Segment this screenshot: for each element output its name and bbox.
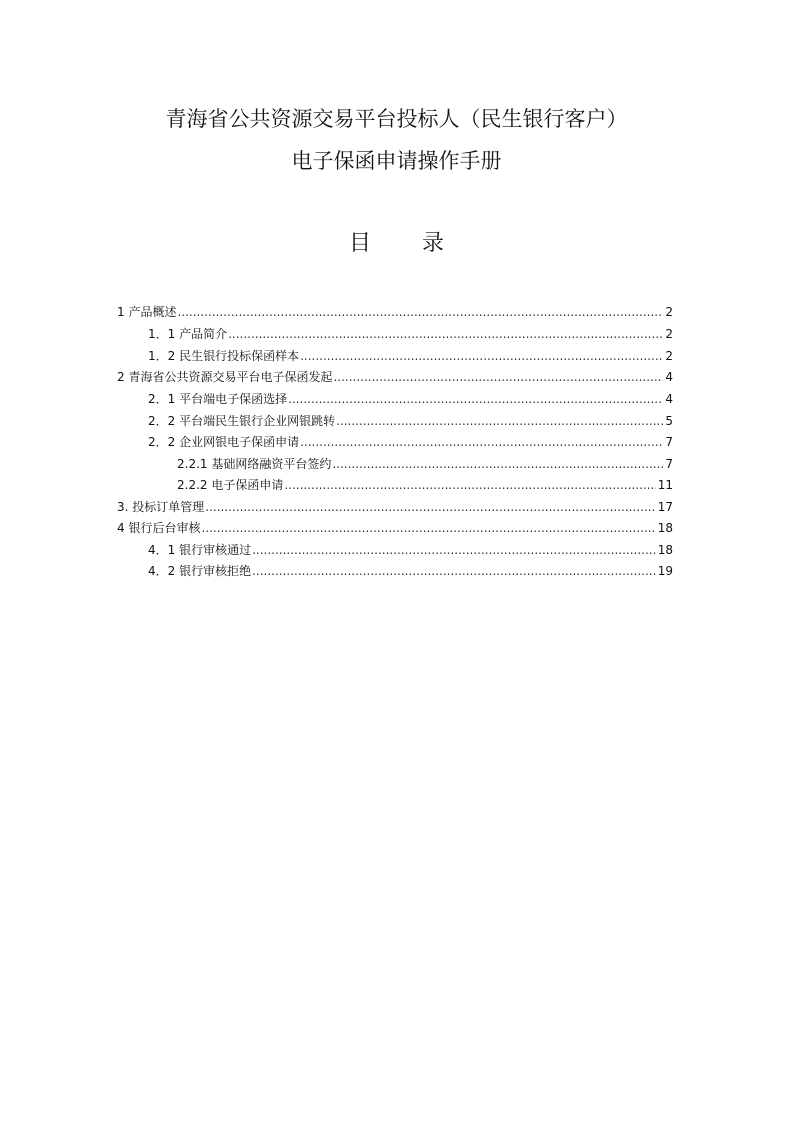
toc-entry-1[interactable]	[117, 304, 673, 320]
toc-entry-2-1[interactable]	[148, 391, 673, 407]
toc-entry-label: 4．2 银行审核拒绝	[148, 564, 252, 578]
toc-entry-label: 3. 投标订单管理	[117, 500, 205, 514]
toc-leader-dots	[284, 477, 655, 493]
toc-entry-page: 11	[657, 478, 673, 492]
toc-leader-dots	[177, 304, 663, 320]
toc-entry-page: 17	[657, 500, 673, 514]
toc-entry-4[interactable]	[117, 520, 673, 536]
toc-entry-1-2[interactable]	[148, 348, 673, 364]
toc-leader-dots	[201, 520, 655, 536]
toc-leader-dots	[336, 413, 663, 429]
toc-entry-page: 19	[657, 564, 673, 578]
toc-entry-2-2-2[interactable]	[177, 477, 673, 493]
toc-heading: 目 录	[349, 231, 466, 256]
toc-entry-page: 5	[665, 414, 673, 428]
toc-entry-4-2[interactable]	[148, 563, 673, 579]
toc-entry-label: 1 产品概述	[117, 305, 177, 319]
toc-entry-label: 2 青海省公共资源交易平台电子保函发起	[117, 370, 333, 384]
toc-leader-dots	[205, 499, 655, 515]
toc-entry-label: 2．2 企业网银电子保函申请	[148, 435, 300, 449]
toc-entry-page: 4	[665, 392, 673, 406]
toc-leader-dots	[300, 434, 663, 450]
toc-entry-label: 4 银行后台审核	[117, 521, 201, 535]
toc-entry-2-2b[interactable]	[148, 434, 673, 450]
toc-entry-page: 18	[657, 521, 673, 535]
document-subtitle: 电子保函申请操作手册	[291, 149, 502, 173]
toc-leader-dots	[332, 456, 663, 472]
toc-entry-page: 2	[665, 327, 673, 341]
toc-entry-1-1[interactable]	[148, 326, 673, 342]
toc-leader-dots	[252, 542, 656, 558]
toc-entry-page: 7	[665, 457, 673, 471]
toc-entry-label: 2．1 平台端电子保函选择	[148, 392, 288, 406]
toc-leader-dots	[252, 563, 656, 579]
toc-entry-label: 1．1 产品简介	[148, 327, 228, 341]
toc-leader-dots	[288, 391, 663, 407]
toc-entry-label: 4．1 银行审核通过	[148, 543, 252, 557]
toc-leader-dots	[333, 369, 663, 385]
toc-entry-3[interactable]	[117, 499, 673, 515]
toc-entry-label: 2．2 平台端民生银行企业网银跳转	[148, 414, 336, 428]
toc-entry-page: 2	[665, 305, 673, 319]
toc-leader-dots	[228, 326, 663, 342]
toc-entry-2[interactable]	[117, 369, 673, 385]
toc-entry-page: 2	[665, 349, 673, 363]
toc-entry-page: 4	[665, 370, 673, 384]
toc-entry-2-2a[interactable]	[148, 413, 673, 429]
toc-entry-label: 2.2.1 基础网络融资平台签约	[177, 457, 332, 471]
toc-entry-2-2-1[interactable]	[177, 456, 673, 472]
toc-entry-4-1[interactable]	[148, 542, 673, 558]
toc-entry-page: 18	[657, 543, 673, 557]
toc-entry-label: 1．2 民生银行投标保函样本	[148, 349, 300, 363]
toc-entry-label: 2.2.2 电子保函申请	[177, 478, 284, 492]
document-title: 青海省公共资源交易平台投标人（民生银行客户）	[165, 107, 628, 131]
toc-entry-page: 7	[665, 435, 673, 449]
toc-leader-dots	[300, 348, 663, 364]
